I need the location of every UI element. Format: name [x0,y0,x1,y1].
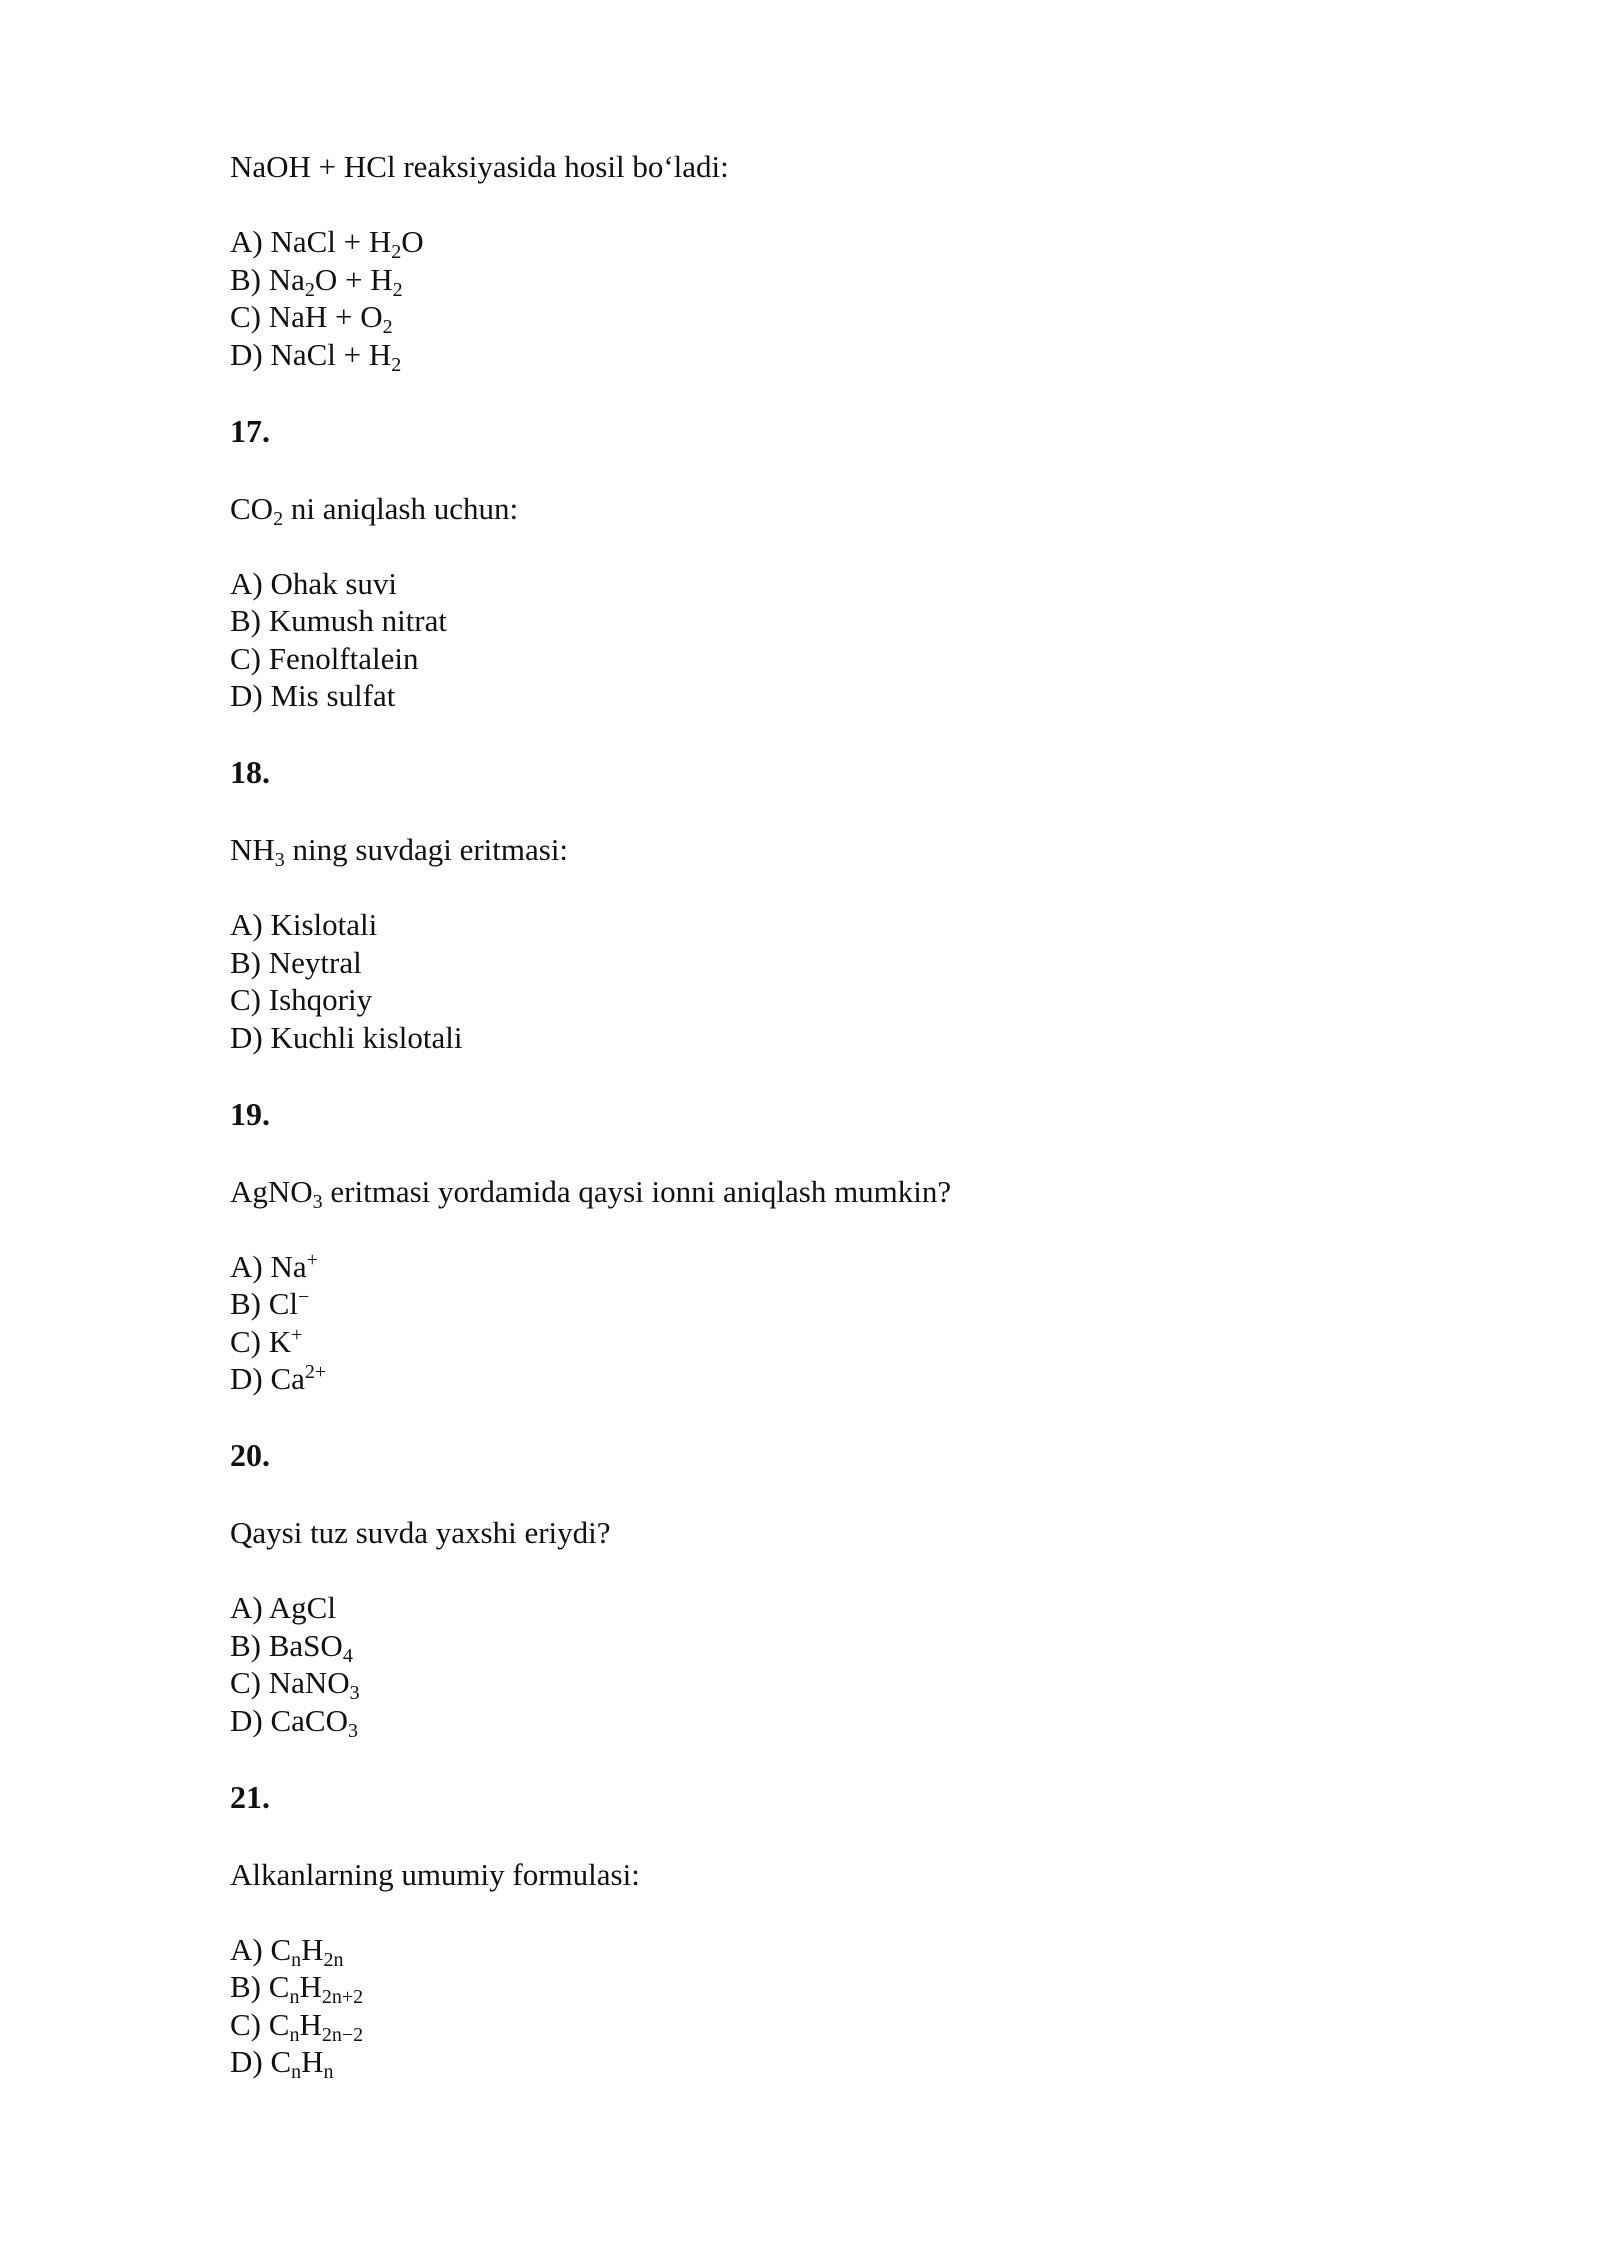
text-run: ni aniqlash uchun: [283,490,519,526]
subscript: 2 [391,241,402,263]
question-stem [230,1514,1430,1552]
text-run: ning suvdagi eritmasi: [284,832,569,867]
answer-option [230,1664,1430,1702]
text-run: B) Kumush nitrat [230,603,447,638]
text-run: A) C [230,1931,292,1967]
text-run: C) Fenolftalein [230,640,419,676]
text-run: C) Ishqoriy [230,982,373,1017]
question-block [230,1437,1430,1779]
subscript: 3 [274,849,285,871]
answer-option [230,981,1430,1019]
text-run: B) Neytral [230,944,362,980]
text-run: C) NaH + O [230,299,383,334]
question-number: 20. [230,1437,270,1473]
answer-option [230,298,1430,336]
answer-option [230,640,1430,678]
subscript: 3 [349,1682,360,1704]
text-run: Qaysi tuz suvda yaxshi eriydi? [230,1515,611,1550]
answer-option [230,1019,1430,1057]
text-run: AgNO [230,1173,313,1209]
text-run: NH [230,832,275,867]
subscript: n [289,2023,300,2046]
text-run: NaOH + HCl reaksiyasida hosil bo‘ladi: [230,149,729,184]
question-number: 19. [230,1095,270,1132]
text-run: O [401,224,424,259]
subscript: 2 [382,316,393,338]
text-run: CO [230,490,274,526]
text-run: D) NaCl + H [230,336,392,372]
answer-option [230,2043,1430,2081]
question-stem [230,490,1430,528]
text-run: D) Mis sulfat [230,678,396,713]
quiz-content [230,148,1430,2081]
answer-option [230,1248,1430,1286]
question-block [230,413,1430,755]
subscript: 2 [392,278,403,301]
question-number: 17. [230,412,270,449]
text-run: A) Kislotali [230,907,378,942]
text-run: D) Ca [230,1361,305,1396]
superscript: 2+ [304,1361,327,1383]
text-run: H [301,2044,324,2079]
answer-option [230,944,1430,982]
subscript: 3 [347,1719,358,1742]
text-run: D) C [230,2044,292,2079]
text-run: D) CaCO [230,1702,348,1738]
subscript: n [291,1948,302,1971]
superscript: + [291,1323,303,1346]
answer-option [230,677,1430,715]
text-run: D) Kuchli kislotali [230,1019,463,1055]
answer-option [230,1589,1430,1627]
text-run: C) K [230,1323,292,1359]
question-block [230,1096,1430,1438]
answer-option [230,2006,1430,2044]
subscript: 2 [273,507,284,530]
text-run: B) Na [230,261,305,297]
text-run: B) Cl [230,1286,299,1321]
text-run: B) C [230,1969,290,2004]
subscript: 3 [312,1190,323,1213]
subscript: 2n [323,1948,344,1971]
text-run: B) BaSO [230,1627,343,1663]
superscript: + [306,1248,318,1271]
subscript: 4 [342,1644,353,1667]
question-stem [230,1856,1430,1894]
text-run: C) NaNO [230,1665,350,1700]
question-stem [230,148,1430,186]
subscript: n [291,2061,302,2083]
answer-option [230,1323,1430,1361]
subscript: 2 [391,353,402,376]
answer-option [230,1360,1430,1398]
answer-option [230,906,1430,944]
text-run: A) Ohak suvi [230,565,398,601]
question-stem [230,831,1430,869]
subscript: 2n−2 [321,2023,364,2046]
answer-option [230,336,1430,374]
text-run: C) C [230,2006,290,2042]
answer-option [230,1931,1430,1969]
subscript: 2 [304,278,315,301]
answer-option [230,602,1430,640]
question-stem [230,1173,1430,1211]
subscript: n [323,2061,334,2083]
answer-option [230,261,1430,299]
superscript: − [298,1286,310,1308]
text-run: O + H [314,261,393,297]
text-run: A) NaCl + H [230,224,392,259]
question-number: 21. [230,1778,270,1815]
subscript: 2n+2 [321,1986,364,2008]
answer-option [230,1627,1430,1665]
answer-option [230,1968,1430,2006]
answer-option [230,1702,1430,1740]
text-run: H [301,1931,324,1967]
question-block [230,1779,1430,2081]
text-run: eritmasi yordamida qaysi ionni aniqlash mumkin? [322,1173,952,1209]
question-number: 18. [230,754,270,790]
text-run: H [299,2006,322,2042]
answer-option [230,1285,1430,1323]
answer-option [230,565,1430,603]
subscript: n [289,1986,300,2008]
answer-option [230,223,1430,261]
question-block [230,754,1430,1096]
text-run: H [299,1969,322,2004]
text-run: Alkanlarning umumiy formulasi: [230,1856,640,1892]
text-run: A) Na [230,1248,307,1284]
question-block [230,148,1430,413]
text-run: A) AgCl [230,1590,336,1625]
